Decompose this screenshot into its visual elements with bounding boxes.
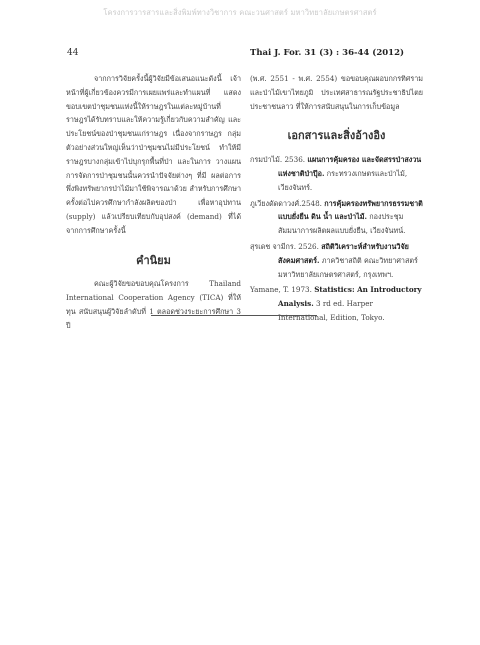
- reference-item: [250, 240, 423, 281]
- reference-title: แผนการคุ้มครอง และจัดสรรป่าสงวน แห่งชาติป่าปุ๊อ.: [278, 155, 422, 178]
- watermark: โครงการวารสารและสิ่งพิมพ์ทางวิชาการ คณะวนศาสตร์ มหาวิทยาลัยเกษตรศาสตร์: [103, 8, 377, 17]
- reference-author: สุรเดช จามีกร. 2526.: [250, 241, 319, 251]
- reference-author: Yamane, T. 1973.: [250, 285, 312, 295]
- continuation-paragraph: (พ.ศ. 2551 - พ.ศ. 2554) ขอขอบคุณผอบกกรทิศราม และป่าไม้เขาไทยภูมิ ประเทศสาธารณรัฐประชาธิปไตย ประชาชนลาว ที่ให้การสนับสนุนในการเก็บข้อมูล: [250, 74, 423, 111]
- reference-details: กองประชุม สัมมนาการผลิตผลแบบยั่งยืน, เวียงจันทน์.: [278, 212, 406, 236]
- end-rule: [151, 315, 317, 316]
- reference-author: ภูเวียงดัดดาวงศ์.2548.: [250, 198, 322, 208]
- recommendation-paragraph: จากการวิจัยครั้งนี้ผู้วิจัยมีข้อเสนอแนะดังนี้ เจ้าหน้าที่ผู้เกี่ยวข้องควรมีการเผยแพร่และทำแผนที่ แสดงขอบเขตป่าชุมชนแห่งนี้ให้ราษฎรในแต่ละหมู่บ้านที่ ราษฎรได้รับทราบและให้ความรู้เกี่ยวกับความสำคัญ และประโยชน์ของป่าชุมชนแก่ราษฎร เนื่องจากราษฎร กลุ่มตัวอย่างส่วนใหญ่เห็นว่าป่าชุมชนไม่มีประโยชน์ ทำให้มีราษฎรบางกลุ่มเข้าไปบุกรุกพื้นที่ป่า และในการ วางแผนการจัดการป่าชุมชนนั้นควรนำปัจจัยต่างๆ ที่มี ผลต่อการพึ่งพิงทรัพยากรป่าไม้มาใช้พิจารณาด้วย สำหรับการศึกษาครั้งต่อไปควรศึกษากำลังผลิตของป่า เพื่อหาอุปทาน (supply) แล้วเปรียบเทียบกับอุปสงค์ (demand) ที่ได้จากการศึกษาครั้งนี้: [66, 74, 241, 235]
- reference-details: กระทรวงเกษตรและป่าไม้, เวียงจันทร์.: [278, 168, 408, 192]
- journal-header: Thai J. For. 31 (3) : 36-44 (2012): [250, 48, 404, 58]
- left-column: [66, 72, 241, 333]
- reference-title: สถิติวิเคราะห์สำหรับงานวิจัย สังคมศาสตร์.: [278, 241, 409, 265]
- reference-title: Statistics: An Introductory Analysis.: [278, 285, 422, 309]
- page-number: 44: [67, 48, 79, 58]
- reference-details: ภาควิชาสถิติ คณะวิทยาศาสตร์ มหาวิทยาลัยเกษตรศาสตร์, กรุงเทพฯ.: [278, 255, 418, 279]
- acknowledgement-paragraph: คณะผู้วิจัยขอขอบคุณโครงการ Thailand International Cooperation Agency (TICA) ที่ให้ทุน สนับสนุนผู้วิจัยลำดับที่ 1 ตลอดช่วงระยะการศึกษา 3 ปี: [66, 279, 241, 330]
- reference-author: กรมป่าไม้. 2536.: [250, 155, 306, 165]
- reference-details: 3 rd ed. Harper International, Edition, Tokyo.: [278, 299, 385, 322]
- references-title: เอกสารและสิ่งอ้างอิง: [287, 129, 386, 143]
- right-column: [250, 72, 423, 327]
- reference-title: การคุ้มครองทรัพยากรธรรมชาติ แบบยั่งยืน ดิน น้ำ และป่าไม้.: [278, 198, 423, 222]
- acknowledgement-title: คำนิยม: [136, 253, 171, 267]
- reference-item: [250, 197, 423, 238]
- reference-item: [250, 153, 423, 194]
- reference-item: [250, 283, 423, 324]
